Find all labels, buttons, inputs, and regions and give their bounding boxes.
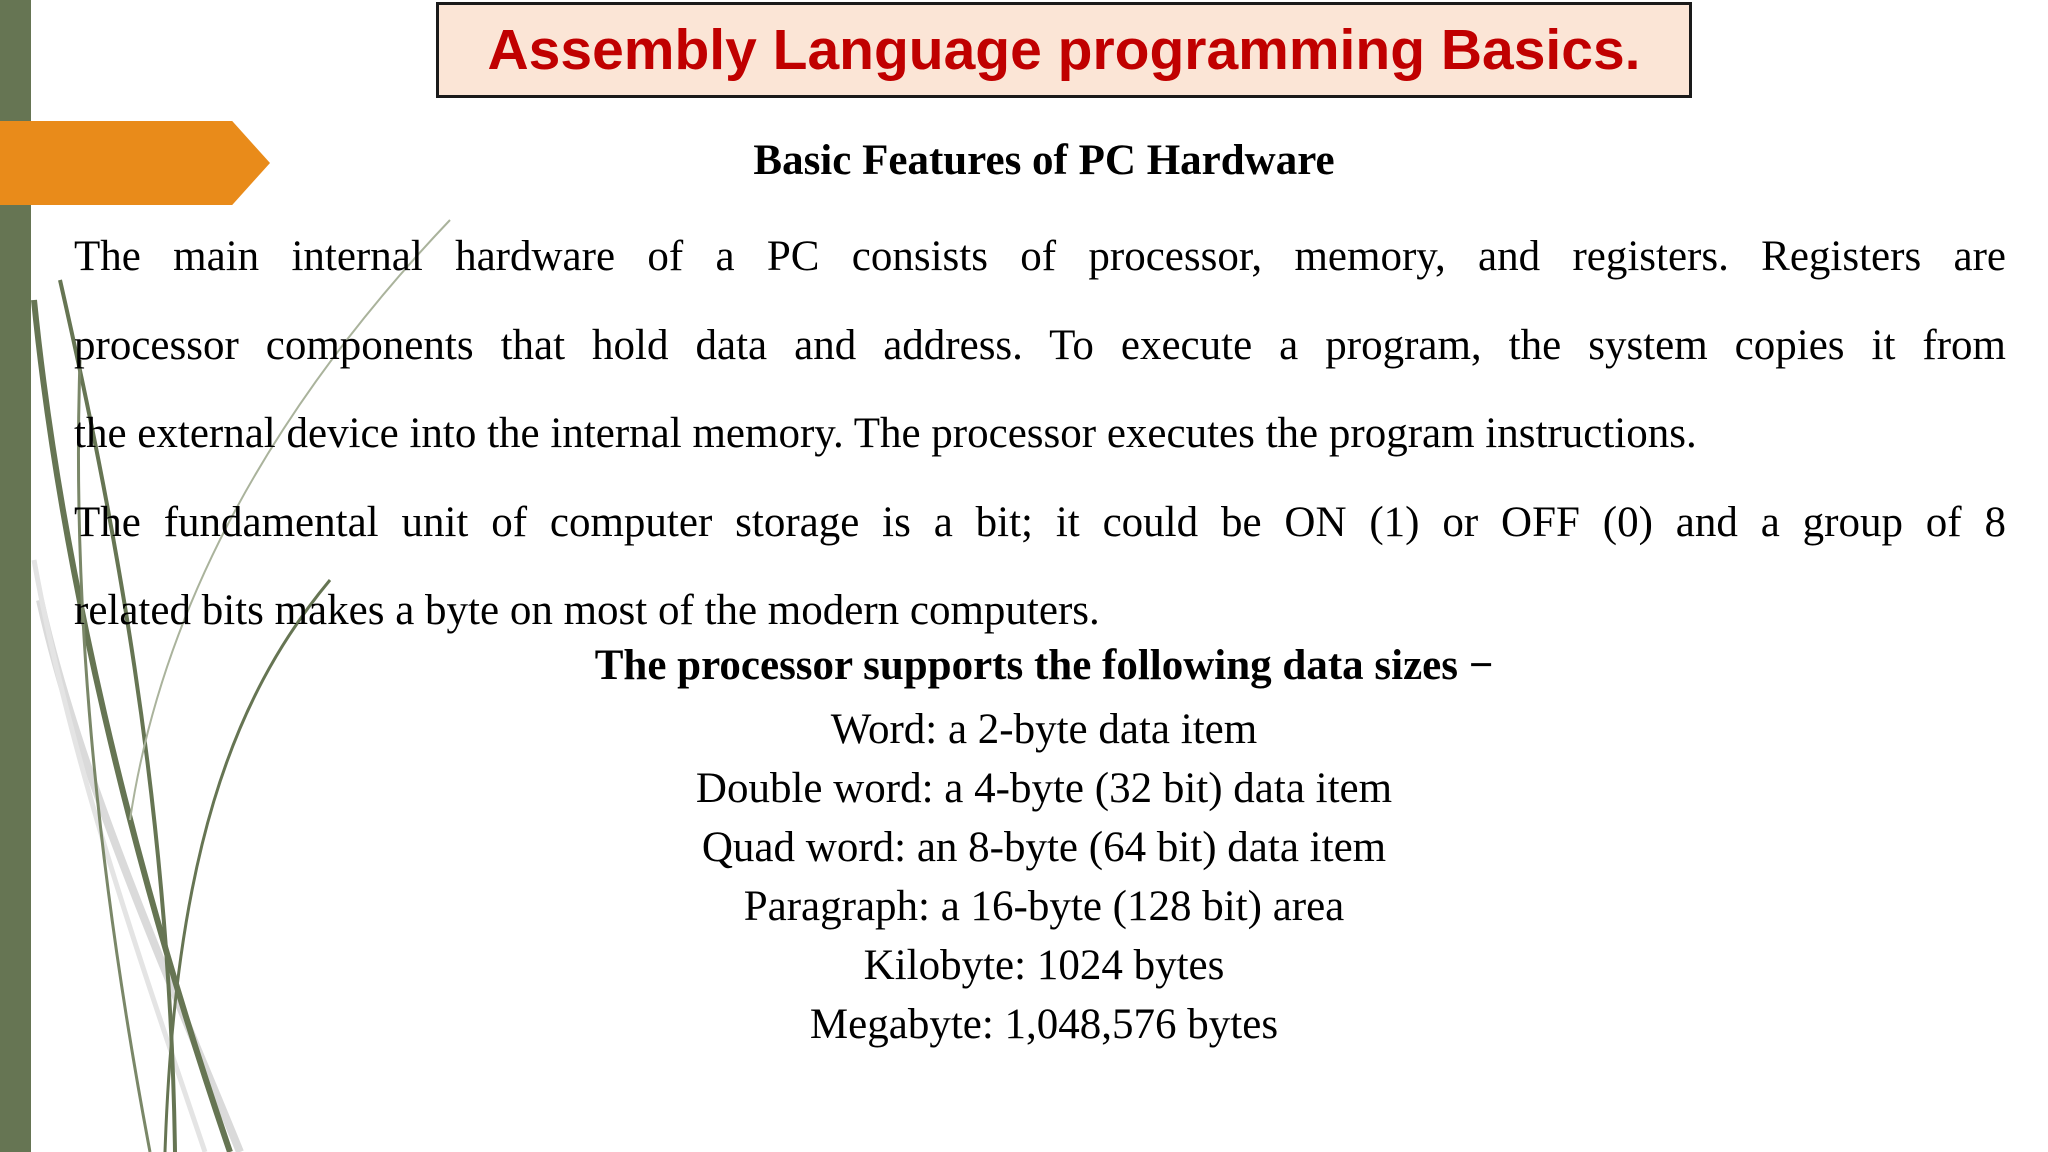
paragraph-line: the external device into the internal memory. The processor executes the program instructions. <box>74 410 1697 457</box>
data-size-item: Megabyte: 1,048,576 bytes <box>809 1001 1279 1048</box>
title-box <box>436 2 1692 98</box>
data-sizes-list <box>0 700 2048 1054</box>
slide-subtitle: Basic Features of PC Hardware <box>753 137 1335 184</box>
slide-title: Assembly Language programming Basics. <box>487 18 1641 82</box>
paragraph-line: related bits makes a byte on most of the modern computers. <box>74 587 1100 634</box>
paragraph-line: processor components that hold data and address. To execute a program, the system copies it from <box>74 321 2006 369</box>
paragraph-line: The main internal hardware of a PC consists of processor, memory, and registers. Registers are <box>74 233 2006 280</box>
paragraph-line: The fundamental unit of computer storage is a bit; it could be ON (1) or OFF (0) and a group of 8 <box>74 498 2006 546</box>
data-size-item: Word: a 2-byte data item <box>830 706 1258 753</box>
data-sizes-heading: The processor supports the following data sizes − <box>594 642 1494 689</box>
data-size-item: Quad word: an 8-byte (64 bit) data item <box>701 824 1387 871</box>
data-size-item: Paragraph: a 16-byte (128 bit) area <box>743 883 1345 930</box>
data-size-item: Double word: a 4-byte (32 bit) data item <box>695 765 1393 812</box>
data-size-item: Kilobyte: 1024 bytes <box>863 942 1225 989</box>
body-paragraph <box>74 213 2006 656</box>
